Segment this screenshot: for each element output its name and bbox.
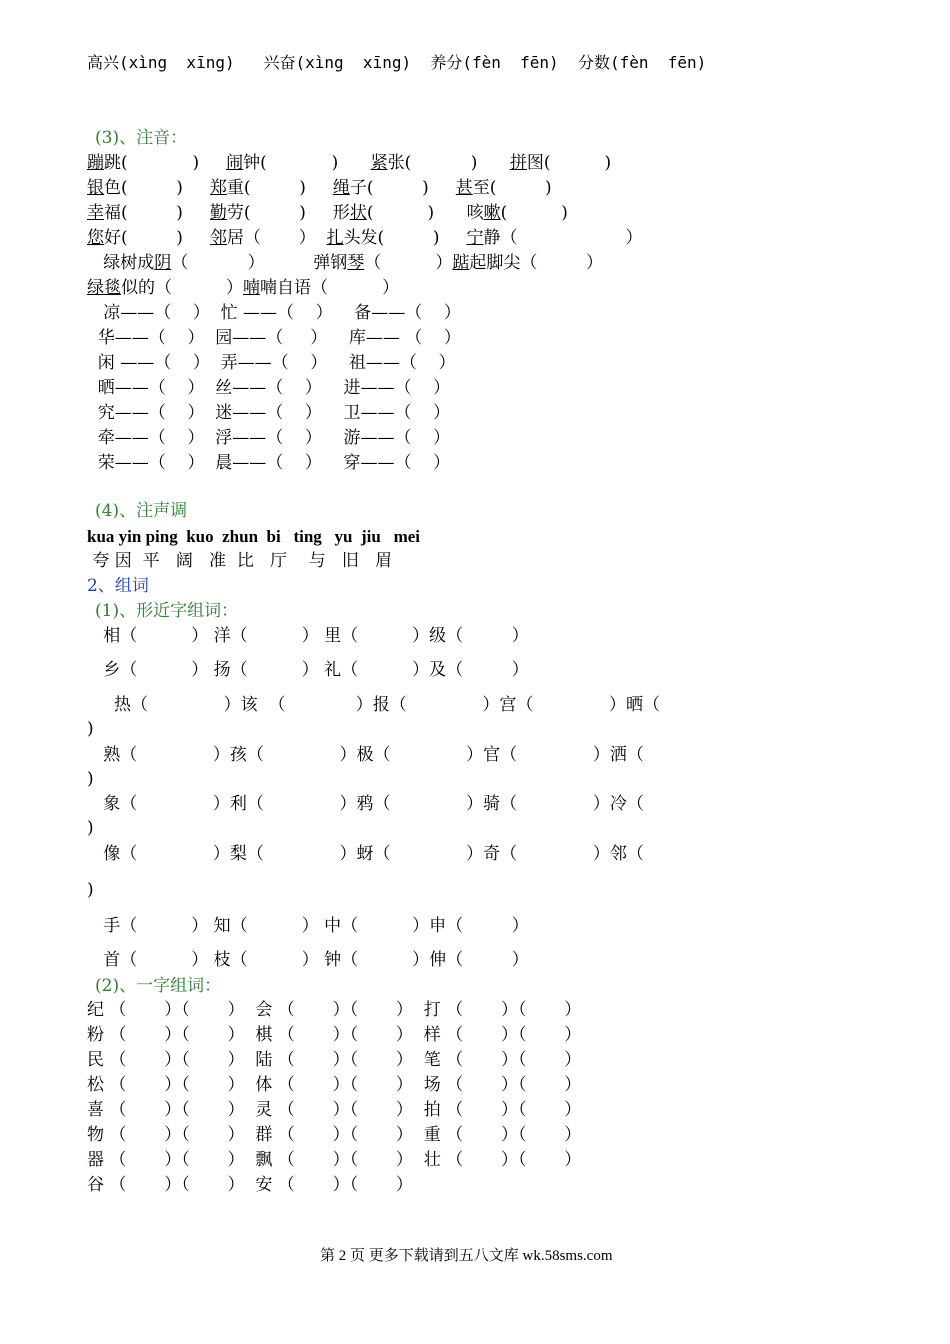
line-text: 钟( ) [243, 153, 371, 173]
underlined-char: 银 [87, 178, 104, 198]
underlined-char: 踮 [452, 253, 470, 273]
underlined-char: 勤 [209, 203, 227, 223]
yizi-row: 粉 （ ）（ ） 棋 （ ）（ ） 样 （ ）（ ） [87, 1025, 582, 1045]
underlined-char: 阴 [154, 253, 172, 273]
yizi-row: 物 （ ）（ ） 群 （ ）（ ） 重 （ ）（ ） [87, 1125, 582, 1145]
section-3-title: (3)、注音： [95, 128, 188, 148]
line-text: 绿树成 [87, 253, 155, 273]
hanzi-row: 夸 因 平 阔 准 比 厅 与 旧 眉 [87, 551, 393, 571]
xingjin-row-wrap: ) [87, 769, 94, 789]
line-text: 喃自语（ ） [260, 278, 400, 298]
underlined-char: 邻 [209, 228, 227, 248]
yizi-row: 松 （ ）（ ） 体 （ ）（ ） 场 （ ）（ ） [87, 1075, 582, 1095]
xingjin-row: 熟（ ）孩（ ）极（ ）官（ ）洒（ [87, 745, 644, 765]
dash-row: 凉——（ ） 忙 ——（ ） 备——（ ） [87, 303, 461, 323]
line-text: 张( ) [387, 153, 510, 173]
yizi-row: 谷 （ ）（ ） 安 （ ）（ ） [87, 1175, 413, 1195]
xingjin-row-wrap: ) [87, 719, 94, 739]
underlined-char: 扎 [326, 228, 344, 248]
dash-row: 究——（ ） 迷——（ ） 卫——（ ） [87, 403, 451, 423]
line-text: （ ） 弹钢 [171, 253, 348, 273]
zhuyin-line [87, 202, 568, 224]
yizi-row: 喜 （ ）（ ） 灵 （ ）（ ） 拍 （ ）（ ） [87, 1100, 582, 1120]
underlined-char: 闹 [226, 153, 244, 173]
underlined-char: 紧 [370, 153, 388, 173]
underlined-char: 幸 [87, 203, 104, 223]
xingjin-row: 像（ ）梨（ ）蚜（ ）奇（ ）邻（ [87, 844, 644, 864]
zhuyin-line [87, 227, 643, 249]
pinyin-pair-line: 高兴(xìng xīng) 兴奋(xìng xīng) 养分(fèn fēn) 分数(fèn fēn) [87, 53, 707, 72]
zhuyin-line [87, 177, 552, 199]
line-text: 跳( ) [104, 153, 227, 173]
line-text: ( ) 咳 [366, 203, 484, 223]
pinyin-row: kua yin ping kuo zhun bi ting yu jiu mei [87, 527, 421, 546]
underlined-char: 绳 [332, 178, 350, 198]
dash-row: 闲 ——（ ） 弄——（ ） 祖——（ ） [87, 353, 456, 373]
page-footer: 第 2 页 更多下载请到五八文库 wk.58sms.com [320, 1248, 613, 1264]
underlined-char: 毯 [104, 278, 121, 298]
line-text: 子( ) [349, 178, 456, 198]
line-text: 好( ) [104, 228, 210, 248]
dash-row: 晒——（ ） 丝——（ ） 进——（ ） [87, 378, 451, 398]
line-text: 福( ) [104, 203, 210, 223]
line-text: 头发( ) [343, 228, 467, 248]
section-4-title: (4)、注声调 [95, 501, 188, 521]
xingjin-row: 手（ ） 知（ ） 中（ ）申（ ） [87, 916, 529, 936]
underlined-char: 甚 [455, 178, 473, 198]
xingjin-row: 热（ ）该 （ ）报（ ）宫（ ）晒（ [87, 695, 661, 715]
xingjin-row: 象（ ）利（ ）鸦（ ）骑（ ）冷（ [87, 794, 644, 814]
zhuyin-line [87, 252, 603, 274]
line-text: 图( ) [526, 153, 612, 173]
xingjin-row: 首（ ） 枝（ ） 钟（ ）伸（ ） [87, 950, 529, 970]
yizi-row: 纪 （ ）（ ） 会 （ ）（ ） 打 （ ）（ ） [87, 1000, 582, 1020]
line-text: 静（ ） [483, 228, 643, 248]
line-text: 劳( ) 形 [226, 203, 350, 223]
xingjin-row-wrap: ) [87, 880, 94, 900]
line-text: 起脚尖（ ） [469, 253, 603, 273]
underlined-char: 郑 [209, 178, 227, 198]
yizi-row: 民 （ ）（ ） 陆 （ ）（ ） 笔 （ ）（ ） [87, 1050, 582, 1070]
line-text: ( ) [500, 203, 568, 223]
dash-row: 牵——（ ） 浮——（ ） 游——（ ） [87, 428, 451, 448]
underlined-char: 绿 [87, 278, 104, 298]
yizi-row: 器 （ ）（ ） 飘 （ ）（ ） 壮 （ ）（ ） [87, 1150, 582, 1170]
underlined-char: 状 [349, 203, 367, 223]
xingjin-row: 相（ ） 洋（ ） 里（ ）级（ ） [87, 626, 529, 646]
underlined-char: 宁 [466, 228, 484, 248]
line-text: 至( ) [472, 178, 552, 198]
xingjin-row-wrap: ) [87, 818, 94, 838]
dash-row: 华——（ ） 园——（ ） 库—— （ ） [87, 328, 461, 348]
line-text: 居（ ） [226, 228, 327, 248]
underlined-char: 喃 [243, 278, 261, 298]
section-2-2-title: (2)、一字组词： [95, 976, 222, 996]
line-text: 色( ) [104, 178, 210, 198]
underlined-char: 拼 [509, 153, 527, 173]
xingjin-row: 乡（ ） 扬（ ） 礼（ ）及（ ） [87, 660, 529, 680]
dash-row: 荣——（ ） 晨——（ ） 穿——（ ） [87, 453, 451, 473]
line-text: 重( ) [226, 178, 333, 198]
underlined-char: 蹦 [87, 153, 104, 173]
underlined-char: 您 [87, 228, 104, 248]
zhuyin-line [87, 152, 611, 174]
line-text: 似的（ ） [121, 278, 244, 298]
zhuyin-line [87, 277, 399, 299]
line-text: （ ） [364, 253, 453, 273]
underlined-char: 嗽 [483, 203, 501, 223]
section-2-1-title: (1)、形近字组词： [95, 601, 239, 621]
underlined-char: 琴 [347, 253, 365, 273]
section-2-title: 2、组词 [87, 576, 149, 596]
